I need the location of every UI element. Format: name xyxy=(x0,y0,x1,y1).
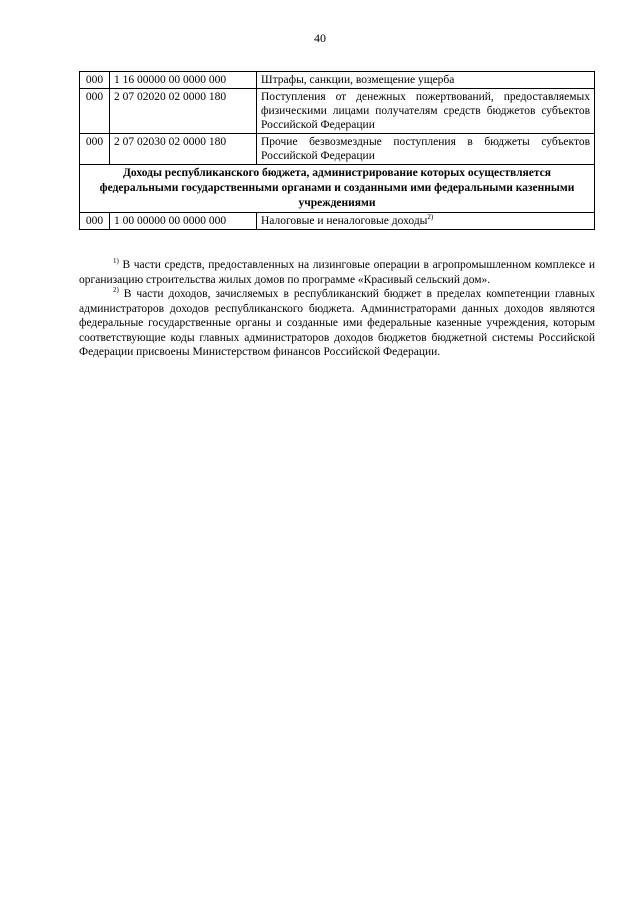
footnote-2 xyxy=(79,287,595,360)
revenue-code-cell: 1 16 00000 00 0000 000 xyxy=(110,72,257,89)
revenue-code-cell: 1 00 00000 00 0000 000 xyxy=(110,213,257,230)
footnote-marker: 2) xyxy=(113,286,119,295)
admin-code-cell: 000 xyxy=(80,72,110,89)
revenue-code-cell: 2 07 02030 02 0000 180 xyxy=(110,134,257,165)
section-header: Доходы республиканского бюджета, администрирование которых осуществляется федеральными государственными органами и созданными ими федеральными казенными учреждениями xyxy=(80,165,595,213)
footnote-text: В части доходов, зачисляемых в республиканский бюджет в пределах компетенции главных администраторов доходов республиканского бюджета. Администраторами данных доходов являются федеральные государственные органы и созданные ими федеральные казенные учреждения, которым соответствующие коды главных администраторов доходов бюджетов бюджетной системы Российской Федерации присвоены Министерством финансов Российской Федерации. xyxy=(79,288,595,358)
revenue-name-cell: Прочие безвозмездные поступления в бюджеты субъектов Российской Федерации xyxy=(257,134,595,165)
revenue-name-cell: Поступления от денежных пожертвований, предоставляемых физическими лицами получателям средств бюджетов субъектов Российской Федерации xyxy=(257,89,595,134)
revenue-name-cell: Штрафы, санкции, возмещение ущерба xyxy=(257,72,595,89)
table-row xyxy=(80,213,595,230)
revenue-classification-table xyxy=(79,71,595,230)
footnotes xyxy=(79,258,595,360)
section-header-row xyxy=(80,165,595,213)
table-row xyxy=(80,89,595,134)
footnote-marker: 1) xyxy=(113,257,119,266)
page-number: 40 xyxy=(314,31,326,45)
admin-code-cell: 000 xyxy=(80,134,110,165)
footnote-text: В части средств, предоставленных на лизинговые операции в агропромышленном комплексе и организацию строительства жилых домов по программе «Красивый сельский дом». xyxy=(79,259,595,286)
footnote-ref: 2) xyxy=(427,213,434,222)
admin-code-cell: 000 xyxy=(80,213,110,230)
revenue-code-cell: 2 07 02020 02 0000 180 xyxy=(110,89,257,134)
table-row xyxy=(80,72,595,89)
admin-code-cell: 000 xyxy=(80,89,110,134)
revenue-name-cell xyxy=(257,213,595,230)
revenue-name-text: Налоговые и неналоговые доходы xyxy=(261,215,428,227)
footnote-1 xyxy=(79,258,595,287)
table-row xyxy=(80,134,595,165)
